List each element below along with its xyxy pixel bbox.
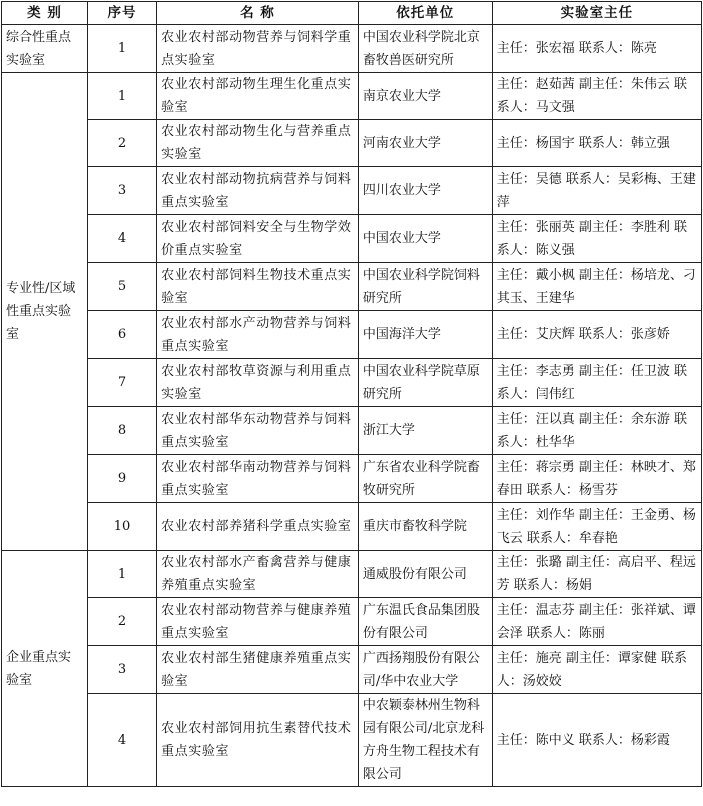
name-cell: 农业农村部动物生理生化重点实验室 [157,73,359,120]
director-cell: 主任：汪以真 副主任：余东游 联系人：杜华华 [492,407,701,455]
table-row [2,167,702,215]
seq-cell: 2 [88,120,157,167]
director-cell: 主任：张宏福 联系人：陈亮 [492,25,701,73]
seq-cell: 7 [88,359,157,407]
org-cell: 中国农业科学院草原研究所 [358,359,492,407]
org-cell: 南京农业大学 [358,73,492,120]
seq-cell: 9 [88,455,157,503]
table-row [2,646,702,694]
director-cell: 主任：施亮 副主任：谭家健 联系人：汤姣姣 [492,646,701,694]
director-cell: 主任：温志芬 副主任：张祥斌、谭会泽 联系人：陈丽 [492,598,701,646]
org-cell: 浙江大学 [358,407,492,455]
header-row [2,2,702,25]
name-cell: 农业农村部生猪健康养殖重点实验室 [157,646,359,694]
org-cell: 中国农业大学 [358,215,492,263]
seq-cell: 1 [88,551,157,598]
org-cell: 四川农业大学 [358,167,492,215]
seq-cell: 6 [88,311,157,359]
org-cell: 河南农业大学 [358,120,492,167]
org-cell: 中国海洋大学 [358,311,492,359]
table-row [2,25,702,73]
director-cell: 主任：杨国宇 联系人：韩立强 [492,120,701,167]
category-cell: 专业性/区域性重点实验室 [2,73,88,551]
seq-cell: 2 [88,598,157,646]
name-cell: 农业农村部饲用抗生素替代技术重点实验室 [157,694,359,787]
table-row [2,598,702,646]
seq-cell: 3 [88,646,157,694]
director-cell: 主任：艾庆辉 联系人：张彦娇 [492,311,701,359]
org-cell: 中国农业科学院北京畜牧兽医研究所 [358,25,492,73]
seq-cell: 3 [88,167,157,215]
name-cell: 农业农村部动物营养与饲料学重点实验室 [157,25,359,73]
category-cell: 企业重点实验室 [2,551,88,787]
name-cell: 农业农村部华南动物营养与饲料重点实验室 [157,455,359,503]
name-cell: 农业农村部饲料生物技术重点实验室 [157,263,359,311]
table-row [2,73,702,120]
header-category: 类 别 [2,2,88,25]
category-cell: 综合性重点实验室 [2,25,88,73]
org-cell: 重庆市畜牧科学院 [358,503,492,551]
table-row [2,215,702,263]
director-cell: 主任：蒋宗勇 副主任：林映才、郑春田 联系人：杨雪芬 [492,455,701,503]
director-cell: 主任：刘作华 副主任：王金勇、杨飞云 联系人：牟春艳 [492,503,701,551]
seq-cell: 8 [88,407,157,455]
name-cell: 农业农村部饲料安全与生物学效价重点实验室 [157,215,359,263]
director-cell: 主任：李志勇 副主任：任卫波 联系人：闫伟红 [492,359,701,407]
org-cell: 通威股份有限公司 [358,551,492,598]
director-cell: 主任：张丽英 副主任：李胜利 联系人：陈义强 [492,215,701,263]
director-cell: 主任：张璐 副主任：高启平、程远芳 联系人：杨娟 [492,551,701,598]
seq-cell: 1 [88,73,157,120]
director-cell: 主任：赵茹茜 副主任：朱伟云 联系人：马文强 [492,73,701,120]
org-cell: 广东温氏食品集团股份有限公司 [358,598,492,646]
table-row [2,503,702,551]
name-cell: 农业农村部华东动物营养与饲料重点实验室 [157,407,359,455]
director-cell: 主任：吴德 联系人：吴彩梅、王建萍 [492,167,701,215]
header-seq: 序号 [88,2,157,25]
seq-cell: 4 [88,215,157,263]
name-cell: 农业农村部动物生化与营养重点实验室 [157,120,359,167]
name-cell: 农业农村部动物营养与健康养殖重点实验室 [157,598,359,646]
name-cell: 农业农村部动物抗病营养与饲料重点实验室 [157,167,359,215]
org-cell: 中农颖泰林州生物科园有限公司/北京龙科方舟生物工程技术有限公司 [358,694,492,787]
org-cell: 广东省农业科学院畜牧研究所 [358,455,492,503]
seq-cell: 10 [88,503,157,551]
director-cell: 主任：戴小枫 副主任：杨培龙、刁其玉、王建华 [492,263,701,311]
table-row [2,311,702,359]
name-cell: 农业农村部水产动物营养与饲料重点实验室 [157,311,359,359]
director-cell: 主任：陈中义 联系人：杨彩霞 [492,694,701,787]
seq-cell: 5 [88,263,157,311]
table-row [2,359,702,407]
table-row [2,263,702,311]
org-cell: 中国农业科学院饲料研究所 [358,263,492,311]
table-row [2,551,702,598]
table-row [2,120,702,167]
table-row [2,694,702,787]
table-row [2,407,702,455]
lab-table [1,1,702,787]
name-cell: 农业农村部牧草资源与利用重点实验室 [157,359,359,407]
table-row [2,455,702,503]
org-cell: 广西扬翔股份有限公司/华中农业大学 [358,646,492,694]
header-org: 依托单位 [358,2,492,25]
seq-cell: 1 [88,25,157,73]
name-cell: 农业农村部水产畜禽营养与健康养殖重点实验室 [157,551,359,598]
name-cell: 农业农村部养猪科学重点实验室 [157,503,359,551]
header-name: 名 称 [157,2,359,25]
seq-cell: 4 [88,694,157,787]
header-director: 实验室主任 [492,2,701,25]
